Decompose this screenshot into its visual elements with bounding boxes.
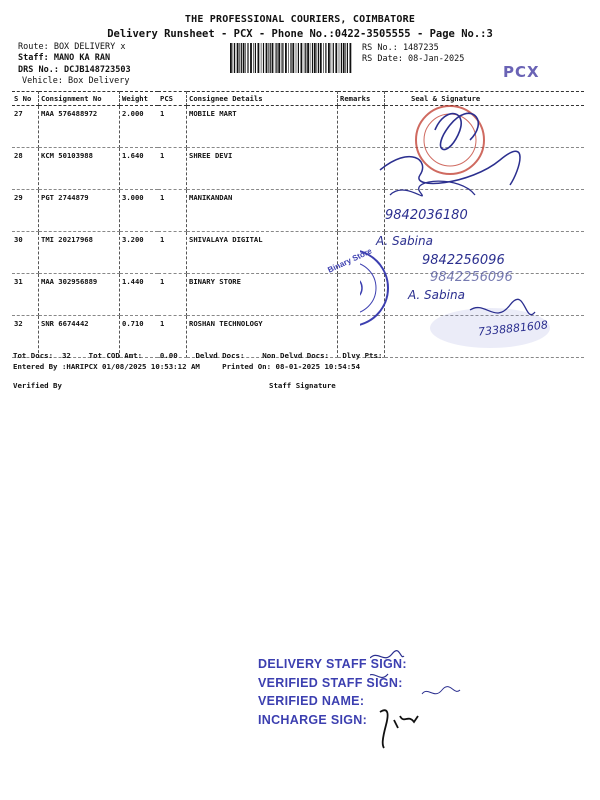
cell-pcs: 1 — [158, 232, 187, 274]
verified-staff-sign: VERIFIED STAFF SIGN: — [258, 675, 403, 690]
barcode-bar — [241, 43, 242, 73]
barcode-bar — [234, 43, 235, 73]
barcode-bar — [318, 43, 319, 73]
handwritten-name-2: A. Sabina — [408, 288, 465, 302]
cell-pcs: 1 — [158, 148, 187, 190]
non-delivered-docs: Non Delvd Docs: — [262, 351, 329, 360]
cell-consignment: KCM 50103988 — [39, 148, 120, 190]
barcode-bar — [341, 43, 342, 73]
barcode-bar — [320, 43, 322, 73]
verified-name: VERIFIED NAME: — [258, 694, 365, 708]
totals-line — [13, 351, 382, 360]
pcx-logo: PCX — [503, 63, 540, 81]
binary-store-stamp-text: Binary Store — [326, 246, 374, 275]
verified-by-label: Verified By — [13, 381, 62, 390]
verified-staff-scribble — [370, 674, 388, 678]
handwritten-name-1: A. Sabina — [376, 234, 433, 248]
delivery-staff-scribble — [370, 651, 404, 658]
barcode-bar — [233, 43, 234, 73]
total-docs: Tot Docs: 32 — [13, 351, 71, 360]
barcode-bar — [261, 43, 262, 73]
total-cod-amount: Tot COD Amt: 0.00 — [88, 351, 178, 360]
barcode-bar — [278, 43, 280, 73]
barcode-bar — [239, 43, 240, 73]
barcode-bar — [310, 43, 311, 73]
entered-line — [13, 362, 360, 371]
col-consignment: Consignment No — [39, 92, 120, 106]
barcode-bar — [270, 43, 271, 73]
cell-sno: 28 — [12, 148, 39, 190]
cell-weight: 3.000 — [120, 190, 159, 232]
barcode-bar — [268, 43, 269, 73]
cell-pcs: 1 — [158, 106, 187, 148]
cell-consignee: MANIKANDAN — [187, 190, 338, 232]
incharge-scribble — [380, 710, 418, 748]
handwritten-phone-3: 9842256096 — [430, 270, 513, 285]
printed-on: Printed On: 08-01-2025 10:54:54 — [222, 362, 361, 371]
barcode-bar — [266, 43, 268, 73]
barcode-bar — [317, 43, 318, 73]
signature-scribble-2 — [380, 151, 520, 185]
verified-name-scribble — [422, 687, 460, 694]
entered-by: Entered By :HARIPCX 01/08/2025 10:53:12 AM — [13, 362, 200, 371]
barcode-bar — [323, 43, 324, 73]
cell-consignee: MOBILE MART — [187, 106, 338, 148]
barcode-bar — [305, 43, 306, 73]
company-title: THE PROFESSIONAL COURIERS, COIMBATORE — [184, 14, 416, 25]
red-stamp — [416, 106, 484, 174]
barcode-bar — [345, 43, 346, 73]
col-consignee: Consignee Details — [187, 92, 338, 106]
barcode-bar — [347, 43, 348, 73]
barcode-bar — [304, 43, 305, 73]
staff-signature-label: Staff Signature — [269, 381, 336, 390]
rs-date: RS Date: 08-Jan-2025 — [362, 54, 465, 64]
barcode-bar — [335, 43, 337, 73]
binary-store-stamp — [360, 250, 388, 326]
cell-sno: 32 — [12, 316, 39, 358]
cell-consignee: BINARY STORE — [187, 274, 338, 316]
cell-sno: 30 — [12, 232, 39, 274]
cell-consignment: MAA 302956889 — [39, 274, 120, 316]
cell-consignment: TMI 20217968 — [39, 232, 120, 274]
delivery-staff-sign: DELIVERY STAFF SIGN: — [258, 657, 407, 671]
barcode-bar — [230, 43, 232, 73]
handwritten-phone-2: 9842256096 — [422, 253, 505, 268]
handwritten-phone-4: 7338881608 — [477, 318, 549, 339]
col-sno: S No — [12, 92, 39, 106]
drs-number: DRS No.: DCJB148723503 — [18, 65, 131, 75]
delivery-points: Dlvy Pts: — [342, 351, 383, 360]
cell-pcs: 1 — [158, 274, 187, 316]
col-weight: Weight — [120, 92, 159, 106]
stamp-block-signatures — [370, 650, 490, 750]
barcode-bar — [263, 43, 264, 73]
barcode-bar — [253, 43, 254, 73]
cell-weight: 2.000 — [120, 106, 159, 148]
cell-consignment: PGT 2744879 — [39, 190, 120, 232]
barcode — [230, 43, 352, 73]
barcode-bar — [298, 43, 299, 73]
barcode-bar — [333, 43, 334, 73]
cell-consignee: SHREE DEVI — [187, 148, 338, 190]
cell-weight: 3.200 — [120, 232, 159, 274]
barcode-bar — [247, 43, 248, 73]
delivered-docs: Delvd Docs: — [195, 351, 245, 360]
cell-sno: 29 — [12, 190, 39, 232]
barcode-bar — [290, 43, 291, 73]
barcode-bar — [296, 43, 297, 73]
barcode-bar — [245, 43, 246, 73]
barcode-bar — [292, 43, 294, 73]
col-pcs: PCS — [158, 92, 187, 106]
barcode-bar — [307, 43, 309, 73]
barcode-bar — [243, 43, 245, 73]
incharge-sign: INCHARGE SIGN: — [258, 712, 368, 727]
cell-weight: 1.640 — [120, 148, 159, 190]
cell-sno: 31 — [12, 274, 39, 316]
barcode-bar — [285, 43, 287, 73]
runsheet-subtitle: Delivery Runsheet - PCX - Phone No.:0422-3505555 - Page No.:3 — [107, 28, 493, 40]
cell-consignment: SNR 6674442 — [39, 316, 120, 358]
barcode-bar — [325, 43, 326, 73]
barcode-bar — [258, 43, 260, 73]
barcode-bar — [272, 43, 274, 73]
cell-weight: 1.440 — [120, 274, 159, 316]
barcode-bar — [301, 43, 303, 73]
barcode-bar — [276, 43, 277, 73]
handwritten-phone-1: 9842036180 — [385, 208, 468, 223]
cell-sno: 27 — [12, 106, 39, 148]
barcode-bar — [237, 43, 239, 73]
barcode-bar — [328, 43, 330, 73]
signature-scribble-1 — [435, 113, 478, 149]
barcode-bar — [250, 43, 252, 73]
staff-label: Staff: MANO KA RAN — [18, 53, 111, 63]
signature-overlay — [360, 100, 590, 355]
col-seal-signature: Seal & Signature — [385, 92, 585, 106]
cell-pcs: 1 — [158, 316, 187, 358]
cell-weight: 0.710 — [120, 316, 159, 358]
cell-consignee: ROSHAN TECHNOLOGY — [187, 316, 338, 358]
barcode-bar — [288, 43, 289, 73]
barcode-bar — [331, 43, 332, 73]
cell-consignment: MAA 576488972 — [39, 106, 120, 148]
route-label: Route: BOX DELIVERY x — [18, 42, 126, 52]
barcode-bar — [343, 43, 345, 73]
barcode-bar — [314, 43, 316, 73]
col-remarks: Remarks — [338, 92, 385, 106]
cell-pcs: 1 — [158, 190, 187, 232]
barcode-bar — [339, 43, 340, 73]
barcode-bar — [312, 43, 313, 73]
barcode-bar — [282, 43, 283, 73]
cell-consignee: SHIVALAYA DIGITAL — [187, 232, 338, 274]
barcode-bar — [281, 43, 282, 73]
barcode-bar — [275, 43, 276, 73]
barcode-bar — [255, 43, 256, 73]
rs-number: RS No.: 1487235 — [362, 43, 439, 53]
barcode-bar — [350, 43, 352, 73]
vehicle-label: Vehicle: Box Delivery — [22, 76, 130, 86]
